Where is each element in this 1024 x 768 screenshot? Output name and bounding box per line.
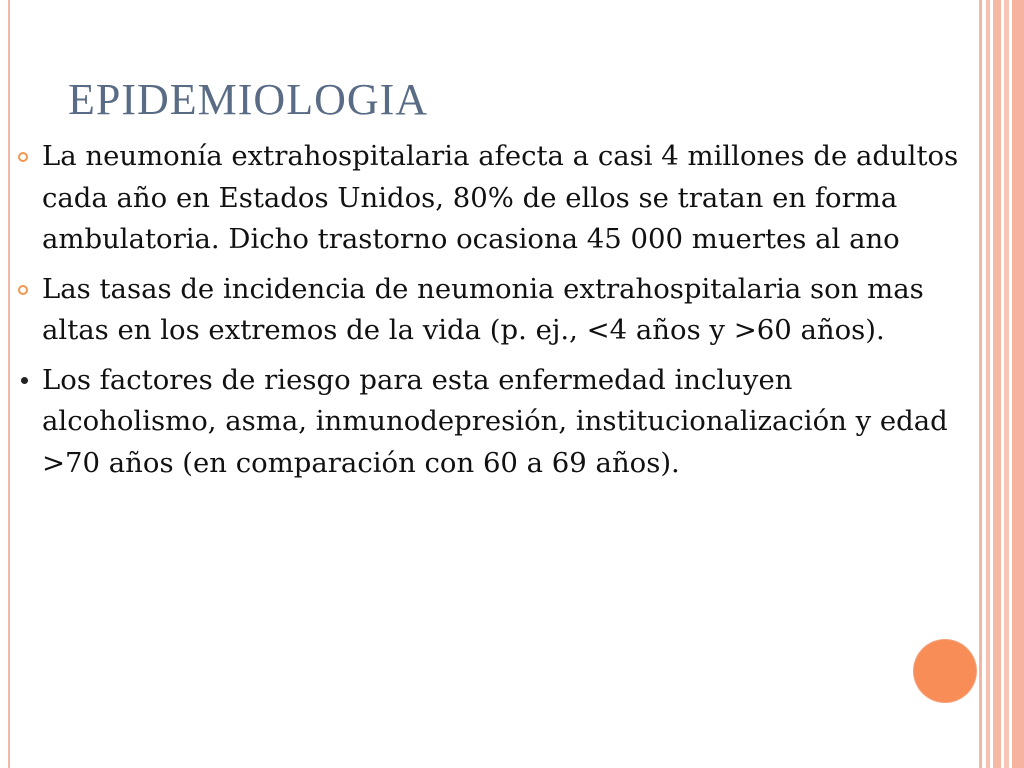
right-decor-stripe xyxy=(993,0,1001,768)
bullet-item xyxy=(16,269,976,352)
bullet-text: Las tasas de incidencia de neumonia extrahospitalaria son mas altas en los extremos de la vida (p. ej., <4 años y >60 años). xyxy=(42,272,924,346)
bullet-item xyxy=(16,136,976,261)
left-border-line xyxy=(8,0,10,768)
decorative-circle-icon xyxy=(914,640,976,702)
dot-bullet-icon xyxy=(21,377,28,384)
right-decor-stripe xyxy=(979,0,982,768)
bullet-item xyxy=(16,360,976,485)
ring-bullet-icon xyxy=(18,285,28,295)
ring-bullet-icon xyxy=(18,152,28,162)
bullet-text: La neumonía extrahospitalaria afecta a casi 4 millones de adultos cada año en Estados Unidos, 80% de ellos se tratan en forma ambulatoria. Dicho trastorno ocasiona 45 000 muertes al ano xyxy=(42,140,959,255)
bullet-text: Los factores de riesgo para esta enfermedad incluyen alcoholismo, asma, inmunodepresión, institucionalización y edad >70 años (en comparación con 60 a 69 años). xyxy=(42,363,948,479)
bullet-list xyxy=(16,136,976,492)
slide-title: EPIDEMIOLOGIA xyxy=(68,75,429,124)
right-decor-stripe xyxy=(1004,0,1009,768)
right-decor-stripe xyxy=(986,0,990,768)
right-decor-stripe xyxy=(1012,0,1024,768)
